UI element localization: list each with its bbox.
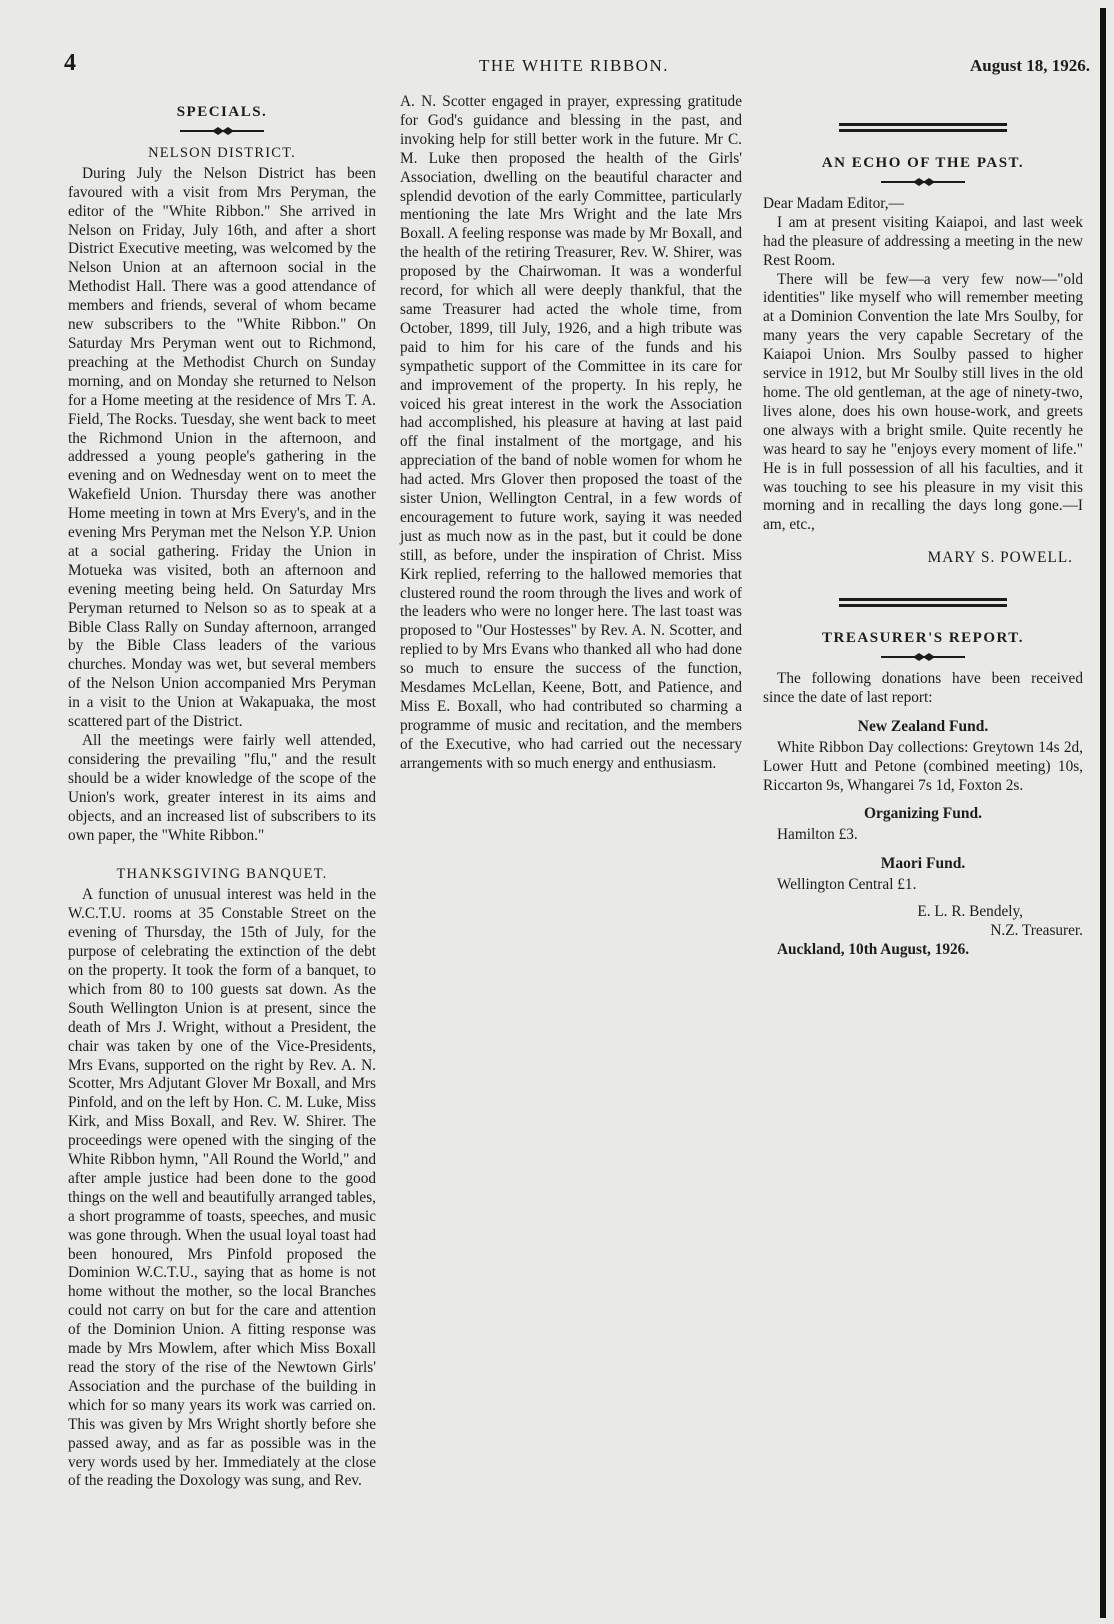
column-1 [68, 100, 376, 1491]
ornament-divider-icon [881, 175, 965, 189]
column-2 [400, 93, 742, 774]
ornament-divider-icon [881, 650, 965, 664]
treasurer-name: E. L. R. Bendely, [917, 903, 1023, 921]
treasurer-intro: The following donations have been received since the date of last report: [763, 670, 1083, 706]
issue-date: August 18, 1926. [970, 56, 1090, 75]
treasurer-title: N.Z. Treasurer. [990, 922, 1083, 939]
treasurer-heading: TREASURER'S REPORT. [822, 630, 1024, 647]
letter-salutation: Dear Madam Editor,— [763, 194, 904, 212]
fund-details: Wellington Central £1. [777, 876, 917, 894]
letter-paragraph: I am at present visiting Kaiapoi, and last week had the pleasure of addressing a meeting in the new Rest Room. [763, 213, 1083, 269]
echo-heading: AN ECHO OF THE PAST. [821, 155, 1025, 171]
section-divider [839, 123, 1007, 132]
fund-name: New Zealand Fund. [857, 717, 989, 735]
ornament-divider-icon [180, 124, 264, 138]
banquet-paragraph: A function of unusual interest was held in the W.C.T.U. rooms at 35 Constable Street on the evening of Thursday, the 15th of July, for the purpose of celebrating the extinction of the debt on the property. It took the form of a banquet, to which from 80 to 100 guests sat down. As the South Wellington Union is at present, since the death of Mrs J. Wright, without a President, the chair was taken by one of the Vice-Presidents, Mrs Evans, supported on the right by Rev. A. N. Scotter, Mrs Adjutant Glover Mr Boxall, and Mrs Pinfold, and on the left by Hon. C. M. Luke, Miss Kirk, and Miss Boxall, and Rev. W. Shirer. The proceedings were opened with the singing of the White Ribbon hymn, "All Round the World," and after ample justice had been done to the good things on the well and beautifully arranged tables, a short programme of toasts, speeches, and music was gone through. When the usual loyal toast had been honoured, Mrs Pinfold proposed the Dominion W.C.T.U., saying that as home is not home without the mother, so the local Branches could not carry on but for the care and attention of the Dominion Union. A fitting response was made by Mrs Mowlem, after which Miss Boxall read the story of the rise of the Newtown Girls' Association and the purchase of the building in which for so many years its work was carried on. This was given by Mrs Wright shortly before she passed away, and as far as possible was in the very words used by her. Immediately at the close of the reading the Doxology was sung, and Rev. [68, 886, 376, 1490]
banquet-paragraph-continued: A. N. Scotter engaged in prayer, expressing gratitude for God's guidance and blessing in the past, and invoking help for still better work in the future. Mr C. M. Luke then proposed the health of the Girls' Association, dwelling on the beautiful character and splendid devotion of the early Committee, particularly mentioning the late Mrs Wright and the late Mrs Boxall. A feeling response was made by Mr Boxall, and the health of the retiring Treasurer, Rev. W. Shirer, was proposed by the Chairwoman. It was a wonderful record, for which all were deeply thankful, that the same Treasurer had acted the whole time, from October, 1899, till July, 1926, and a high tribute was paid to him for his care of the funds and his sympathetic support of the Committee in its care for and improvement of the property. In his reply, he voiced his great interest in the work the Association had accomplished, his pleasure at having at last paid off the final instalment of the mortgage, and his appreciation of the band of noble women for whom he had acted. Mrs Glover then proposed the toast of the sister Union, Wellington Central, in a few words of encouragement to future work, saying it was needed just as much now as in the past, but it could be done still, as before, under the inspiration of Christ. Miss Kirk replied, referring to the hallowed memories that clustered round the room through the lives and work of the leaders who were no longer here. The last toast was proposed to "Our Hostesses" by Rev. A. N. Scotter, and replied to by Mrs Evans who thanked all who had done so much to ensure the success of the function, Mesdames McLellan, Keene, Bott, and Patience, and Miss E. Boxall, who had contributed so charming a programme of music and recitation, and the members of the Executive, who had carried out the necessary arrangements with so much energy and enthusiasm. [400, 93, 742, 772]
page-edge-bar [1100, 8, 1106, 1618]
section-divider [839, 598, 1007, 607]
column-3 [763, 93, 1083, 960]
fund-details: White Ribbon Day collections: Greytown 14s 2d, Lower Hutt and Petone (combined meeting) 10s, Riccarton 9s, Whangarei 7s 1d, Foxton 2s. [763, 738, 1083, 794]
specials-paragraph: During July the Nelson District has been favoured with a visit from Mrs Peryman, the editor of the "White Ribbon." She arrived in Nelson on Friday, July 16th, and after a short District Executive meeting, was welcomed by the Nelson Union at an afternoon social in the Methodist Hall. There was a good attendance of members and friends, several of whom became new subscribers to the "White Ribbon." On Saturday Mrs Peryman went out to Richmond, preaching at the Methodist Church on Sunday morning, and on Monday she returned to Nelson for a Home meeting at the residence of Mrs T. A. Field, The Rocks. Tuesday, she went back to meet the Richmond Union in the afternoon, and addressed a young people's gathering in the evening and on Wednesday went on to meet the Wakefield Union. Thursday there was another Home meeting in town at Mrs Every's, and in the evening Mrs Peryman met the Nelson Y.P. Union at a social gathering. Friday the Union in Motueka was visited, both an afternoon and evening meeting being held. On Saturday Mrs Peryman returned to Nelson so as to speak at a Bible Class Rally on Sunday afternoon, arranged by the Bible Class leaders of the various churches. Monday was wet, but several members of the Nelson Union accompanied Mrs Peryman in a visit to the Union at Wakapuaka, the most scattered part of the District. [68, 164, 376, 731]
specials-paragraph: All the meetings were fairly well attended, considering the prevailing "flu," and the result should be a wider knowledge of the scope of the Union's work, greater interest in its aims and objects, and an increased list of subscribers to its own paper, the "White Ribbon." [68, 732, 376, 844]
page-number: 4 [64, 50, 76, 76]
publication-title: THE WHITE RIBBON. [479, 56, 669, 75]
nelson-district-heading: NELSON DISTRICT. [148, 144, 296, 161]
letter-signature: MARY S. POWELL. [927, 549, 1073, 567]
banquet-heading: THANKSGIVING BANQUET. [116, 866, 328, 883]
letter-paragraph: There will be few—a very few now—"old identities" like myself who will remember meeting at a Dominion Convention the late Mrs Soulby, for many years the very capable Secretary of the Kaiapoi Union. Mrs Soulby passed to higher service in 1912, but Mr Soulby still lives in the old home. The old gentleman, at the age of ninety-two, lives alone, does his own house-work, and greets one always with a bright smile. Quite recently he was heard to say he "enjoys every moment of life." He is in full possession of all his faculties, and it was touching to see his pleasure in my visit this morning and in recalling the days long gone.—I am, etc., [763, 270, 1083, 534]
fund-name: Maori Fund. [880, 855, 966, 873]
fund-name: Organizing Fund. [864, 805, 982, 823]
fund-details: Hamilton £3. [777, 826, 858, 844]
report-dateline: Auckland, 10th August, 1926. [777, 940, 970, 958]
page-header [58, 50, 1090, 80]
specials-heading: SPECIALS. [176, 104, 268, 120]
